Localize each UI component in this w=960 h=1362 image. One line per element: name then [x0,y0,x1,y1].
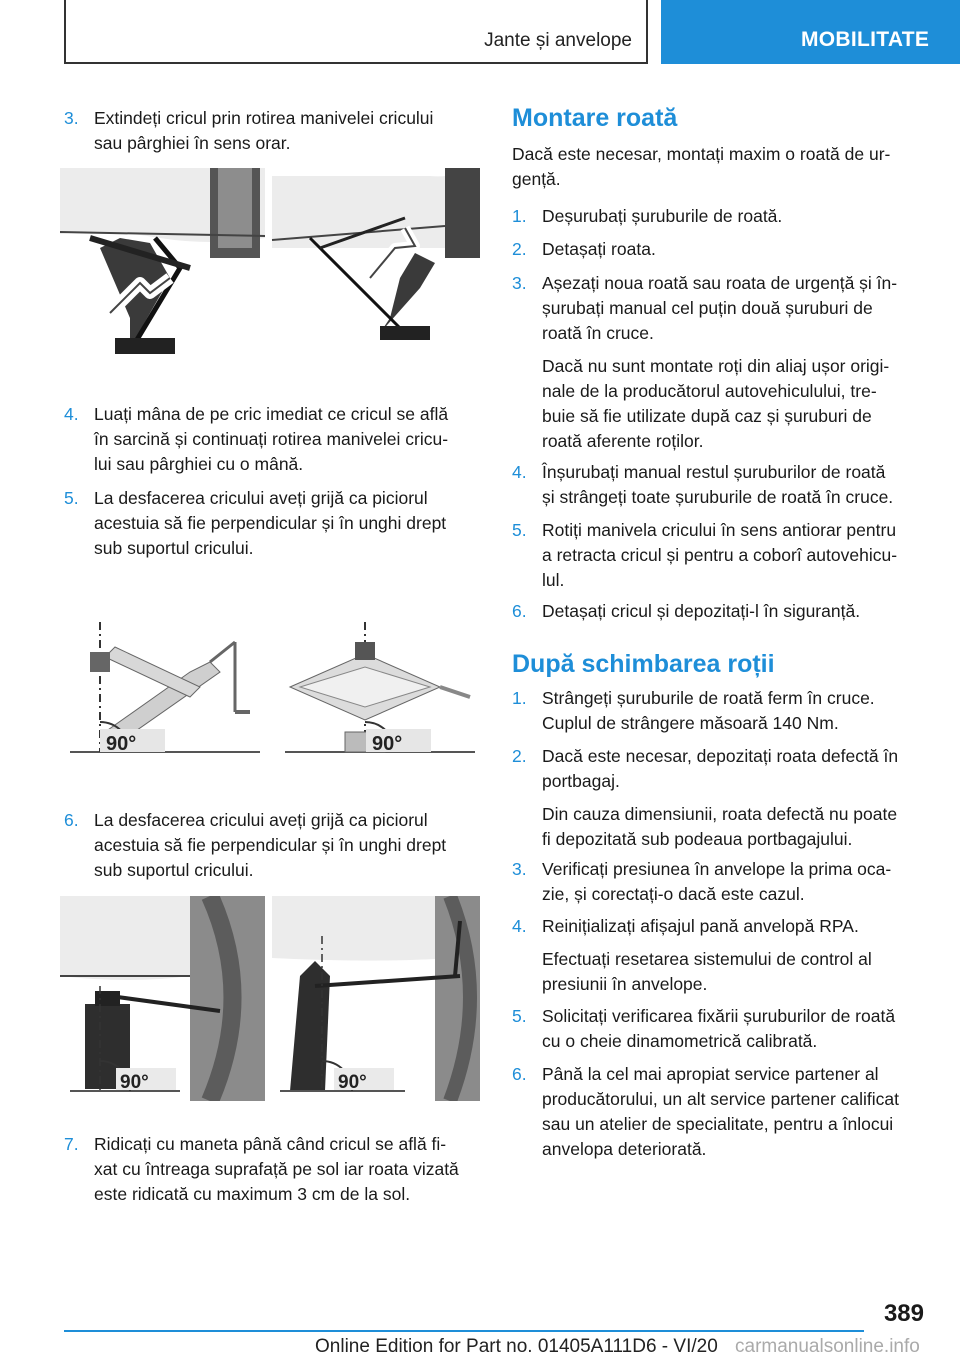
footer-divider [64,1330,864,1332]
angle-label: 90° [372,733,403,755]
header-section-box [64,0,648,64]
angle-label: 90° [338,1072,367,1093]
note-text: Efectuați resetarea sistemului de control al [542,949,872,969]
step-number: 3. [512,273,527,293]
figure-left-panel [70,622,260,755]
step-text: anvelopa deteriorată. [542,1139,707,1159]
step-text: Înșurubați manual restul șuruburilor de roată [542,462,886,482]
step-text: Cuplul de strângere măsoară 140 Nm. [542,713,839,733]
step-text: producătorului, un alt service partener calificat [542,1089,899,1109]
figure-jack-under-car [60,896,480,1101]
step-text: La desfacerea cricului aveți grijă ca piciorul [94,810,428,830]
step-text: în sarcină și continuați rotirea manivelei cricu‐ [94,429,449,449]
step-text: lui sau pârghiei cu o mână. [94,454,304,474]
step-text: Luați mâna de pe cric imediat ce cricul se află [94,404,449,424]
heading-montare: Montare roată [512,104,678,132]
figure-right-panel [272,168,480,368]
paragraph-line: Dacă este necesar, montați maxim o roată de ur‐ [512,144,891,164]
step-text: roată în cruce. [542,323,654,343]
step-number: 1. [512,688,527,708]
step-number: 5. [512,520,527,540]
step-number: 5. [64,488,79,508]
footer-watermark: carmanualsonline.info [735,1336,920,1357]
step-text: Extindeți cricul prin rotirea manivelei cricului [94,108,434,128]
step-number: 6. [512,601,527,621]
note-text: Din cauza dimensiunii, roata defectă nu poate [542,804,898,824]
step-number: 1. [512,206,527,226]
step-text: acestuia să fie perpendicular și în unghi drept [94,835,447,855]
step-text: acestuia să fie perpendicular și în unghi drept [94,513,447,533]
step-text: Solicitați verificarea fixării șuruburilor de roată [542,1006,896,1026]
step-text: Verificați presiunea în anvelope la prima oca‐ [542,859,892,879]
step-text: Așezați noua roată sau roata de urgență și în‐ [542,273,898,293]
figure-right-panel [272,896,480,1101]
step-number: 4. [64,404,79,424]
step-text: Deșurubați șuruburile de roată. [542,206,783,226]
step-text: este ridicată cu maximum 3 cm de la sol. [94,1184,411,1204]
step-text: Dacă este necesar, depozitați roata defectă în [542,746,899,766]
step-text: Reinițializați afișajul pană anvelopă RPA. [542,916,859,936]
figure-right-panel [285,622,475,755]
heading-dupa: După schimbarea roții [512,650,775,678]
step-text: sub suportul cricului. [94,538,254,558]
step-number: 5. [512,1006,527,1026]
step-text: a retracta cricul și pentru a coborî autovehicu‐ [542,545,898,565]
step-text: Rotiți manivela cricului în sens antiorar pentru [542,520,897,540]
figure-left-panel [60,168,265,368]
step-text: lul. [542,570,565,590]
note-text: Dacă nu sunt montate roți din aliaj ușor origi‐ [542,356,890,376]
step-text: Detașați cricul și depozitați-l în siguranță. [542,601,861,621]
footer-edition: Online Edition for Part no. 01405A111D6 - VI/20 [315,1336,718,1357]
note-text: buie să fie utilizate după caz și șuruburi de [542,406,872,426]
step-text: Strângeți șuruburile de roată ferm în cruce. [542,688,875,708]
paragraph-line: gență. [512,169,561,189]
step-text: zie, și corectați-o dacă este cazul. [542,884,805,904]
angle-label: 90° [120,1072,149,1093]
step-number: 7. [64,1134,79,1154]
figure-jack-right-angle [60,612,480,762]
step-text: Ridicați cu maneta până când cricul se află fi‐ [94,1134,447,1154]
step-number: 4. [512,462,527,482]
step-text: cu o cheie dinamometrică calibrată. [542,1031,818,1051]
step-text: sau pârghiei în sens orar. [94,133,291,153]
figure-left-panel [60,896,265,1101]
step-text: Până la cel mai apropiat service partener al [542,1064,879,1084]
chapter-tab [661,0,960,64]
page-number: 389 [883,1300,924,1327]
note-text: nale de la producătorul autovehiculului, tre‐ [542,381,877,401]
step-number: 4. [512,916,527,936]
step-number: 2. [512,239,527,259]
note-text: roată aferente roților. [542,431,704,451]
chapter-title: MOBILITATE [801,28,930,51]
step-number: 3. [512,859,527,879]
intro-paragraph [512,142,890,192]
step-text: portbagaj. [542,771,620,791]
angle-label: 90° [106,733,137,755]
step-number: 3. [64,108,79,128]
step-text: Detașați roata. [542,239,656,259]
step-text: sub suportul cricului. [94,860,254,880]
step-text: șurubați manual cel puțin două șuruburi de [542,298,873,318]
note-text: presiunii în anvelope. [542,974,708,994]
step-number: 6. [512,1064,527,1084]
step-text: și strângeți toate șuruburile de roată în cruce. [542,487,894,507]
note-text: fi depozitată sub podeaua portbagajului. [542,829,853,849]
step-text: sau un atelier de specialitate, pentru a înlocui [542,1114,894,1134]
step-text: La desfacerea cricului aveți grijă ca piciorul [94,488,428,508]
section-title: Jante și anvelope [484,30,632,51]
step-number: 2. [512,746,527,766]
step-number: 6. [64,810,79,830]
step-text: xat cu întreaga suprafață pe sol iar roata vizată [94,1159,459,1179]
figure-jack-extend [60,168,480,368]
